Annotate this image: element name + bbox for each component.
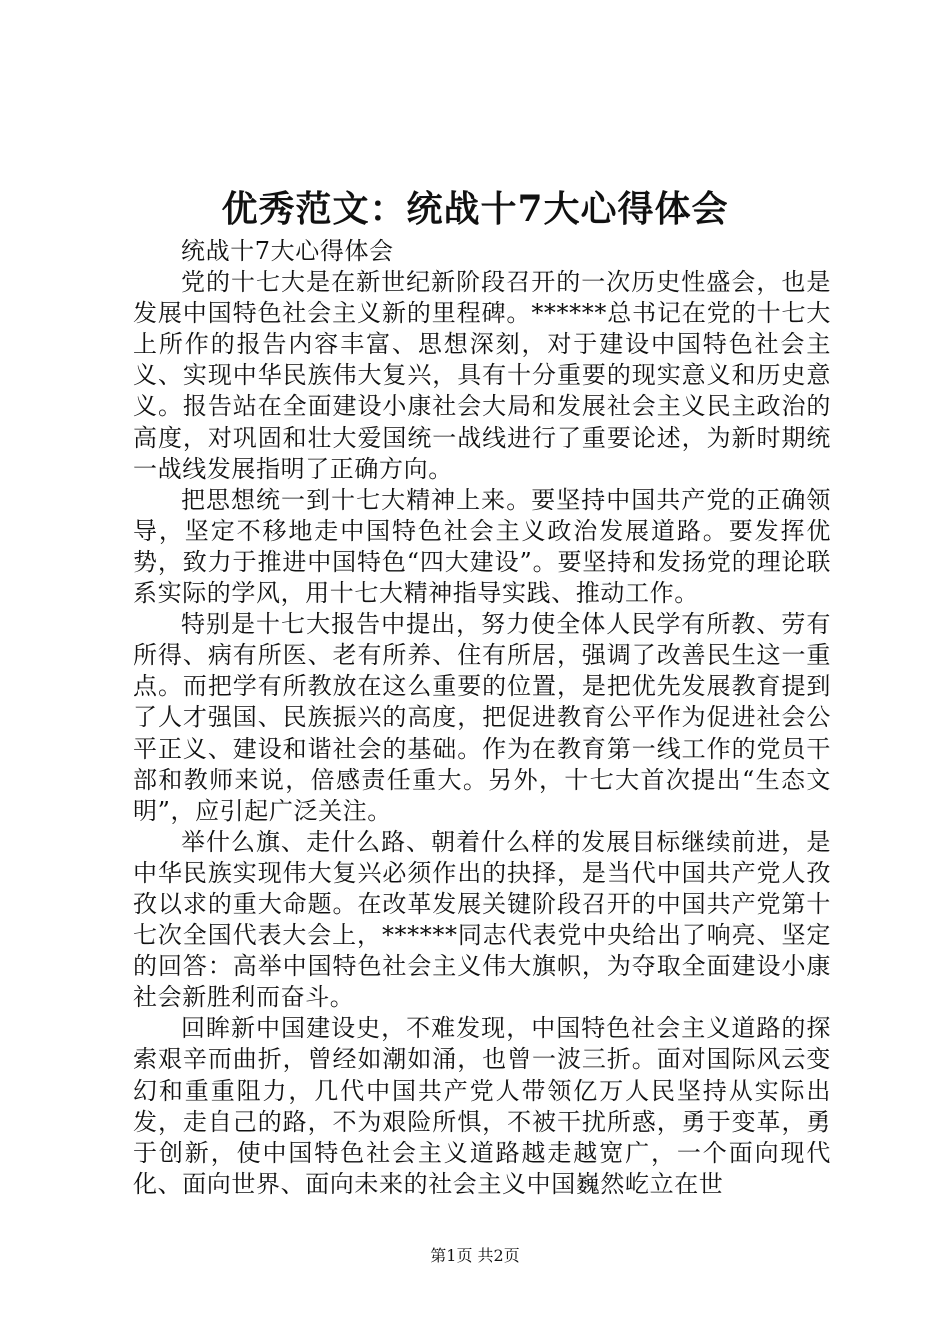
page-footer: 第1页 共2页 xyxy=(430,1246,520,1265)
body-paragraph: 党的十七大是在新世纪新阶段召开的一次历史性盛会，也是发展中国特色社会主义新的里程碑。******总书记在党的十七大上所作的报告内容丰富、思想深刻，对于建设中国特色社会主义、实现中华民族伟大复兴，具有十分重要的现实意义和历史意义。报告站在全面建设小康社会大局和发展社会主义民主政治的高度，对巩固和壮大爱国统一战线进行了重要论述，为新时期统一战线发展指明了正确方向。 xyxy=(133,268,831,483)
document-title: 优秀范文：统战十7大心得体会 xyxy=(221,188,729,230)
body-paragraph: 把思想统一到十七大精神上来。要坚持中国共产党的正确领导，坚定不移地走中国特色社会主义政治发展道路。要发挥优势，致力于推进中国特色“四大建设”。要坚持和发扬党的理论联系实际的学风，用十七大精神指导实践、推动工作。 xyxy=(133,485,831,608)
body-paragraph: 特别是十七大报告中提出，努力使全体人民学有所教、劳有所得、病有所医、老有所养、住有所居，强调了改善民生这一重点。而把学有所教放在这么重要的位置，是把优先发展教育提到了人才强国、民族振兴的高度，把促进教育公平作为促进社会公平正义、建设和谐社会的基础。作为在教育第一线工作的党员干部和教师来说，倍感责任重大。另外，十七大首次提出“生态文明”，应引起广泛关注。 xyxy=(133,610,831,825)
document-body xyxy=(133,236,831,1200)
body-paragraph: 回眸新中国建设史，不难发现，中国特色社会主义道路的探索艰辛而曲折，曾经如潮如涌，也曾一波三折。面对国际风云变幻和重重阻力，几代中国共产党人带领亿万人民坚持从实际出发，走自己的路，不为艰险所惧，不被干扰所惑，勇于变革，勇于创新，使中国特色社会主义道路越走越宽广，一个面向现代化、面向世界、面向未来的社会主义中国巍然屹立在世 xyxy=(133,1014,831,1198)
subtitle-paragraph: 统战十7大心得体会 xyxy=(181,237,394,265)
body-paragraph: 举什么旗、走什么路、朝着什么样的发展目标继续前进，是中华民族实现伟大复兴必须作出的抉择，是当代中国共产党人孜孜以求的重大命题。在改革发展关键阶段召开的中国共产党第十七次全国代表大会上，******同志代表党中央给出了响亮、坚定的回答：高举中国特色社会主义伟大旗帜，为夺取全面建设小康社会新胜利而奋斗。 xyxy=(133,827,831,1012)
